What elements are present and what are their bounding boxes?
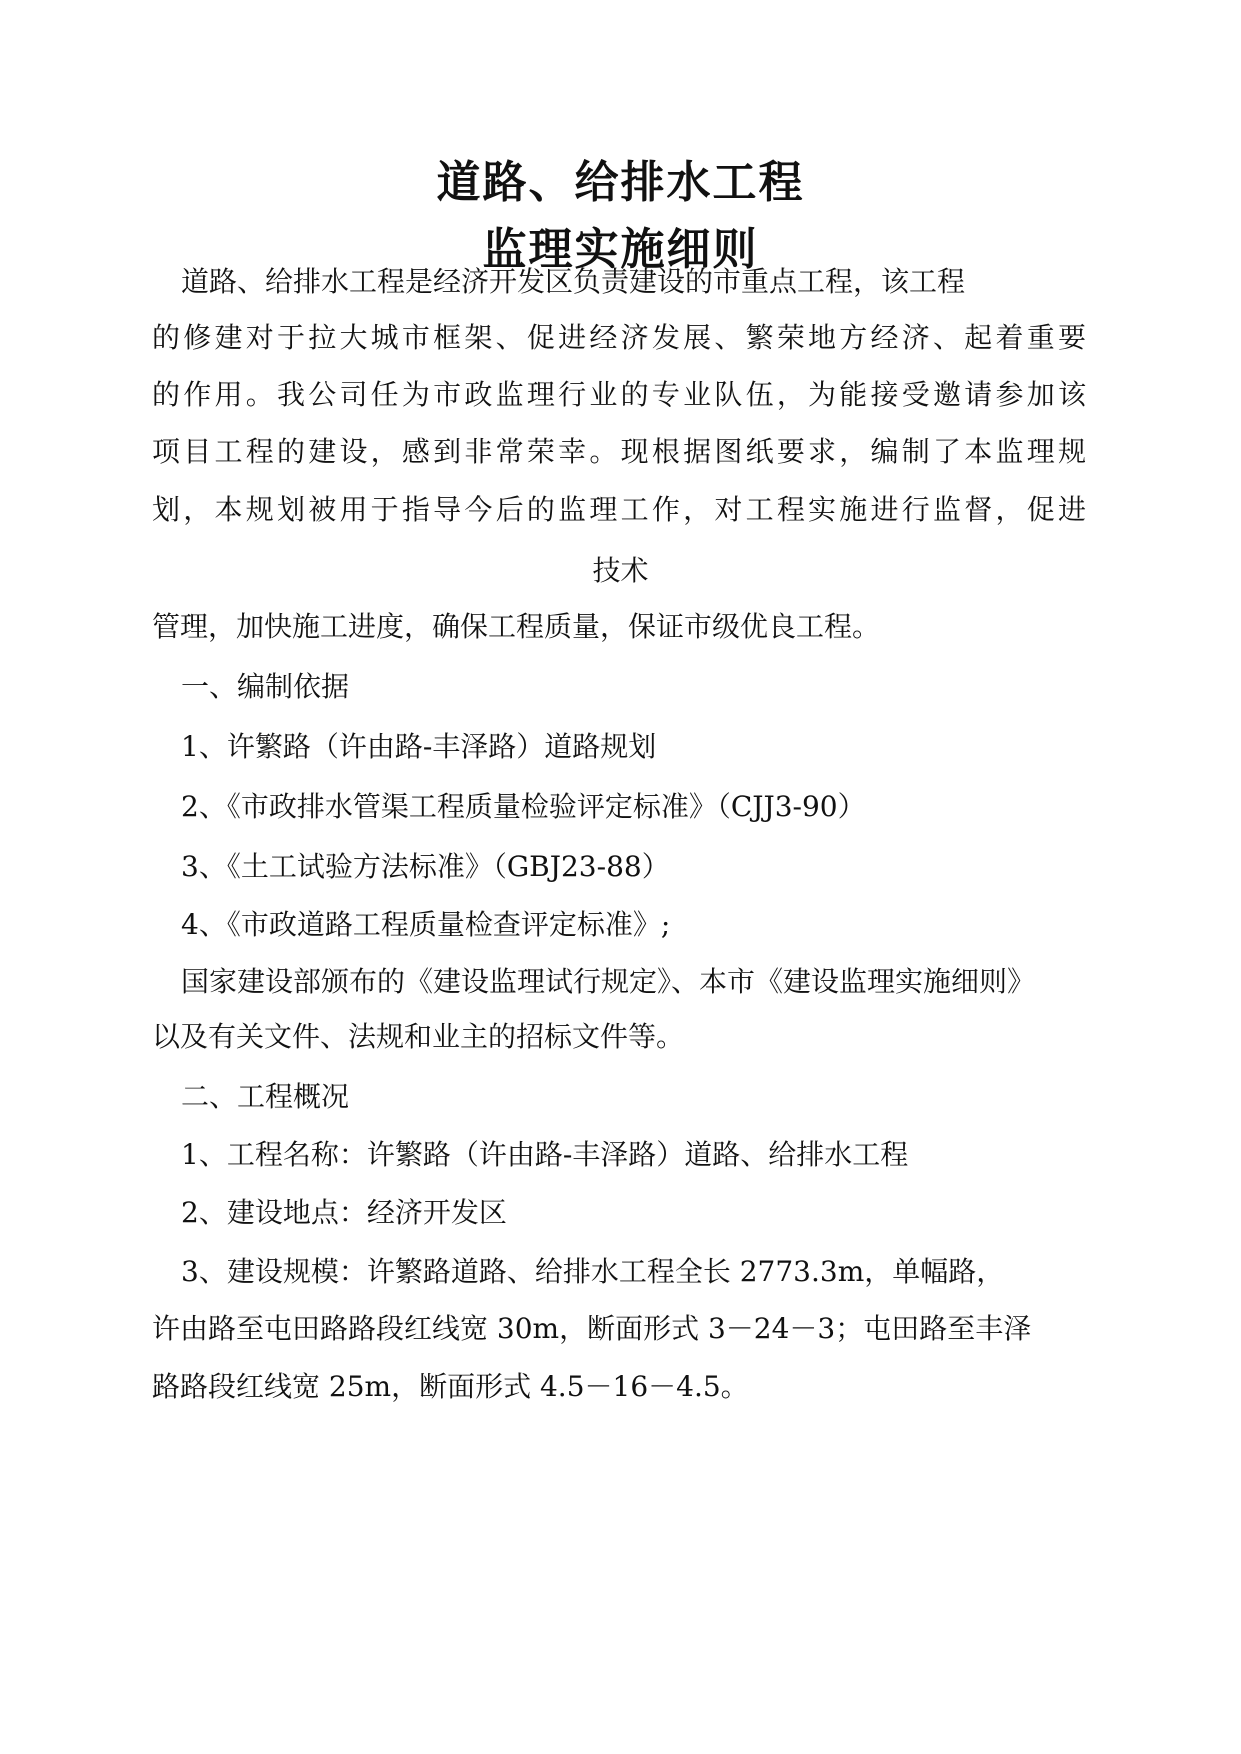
intro-line: 项目工程的建设，感到非常荣幸。现根据图纸要求，编制了本监理规 [152, 435, 1086, 468]
section-heading: 二、工程概况 [181, 1080, 350, 1113]
list-item: 2、建设地点：经济开发区 [181, 1196, 507, 1229]
intro-line: 技术 [592, 554, 649, 587]
section-heading: 一、编制依据 [181, 670, 350, 703]
list-item: 3、建设规模：许繁路道路、给排水工程全长 2773.3m，单幅路， [181, 1255, 1005, 1288]
list-item: 路路段红线宽 25m，断面形式 4.5－16－4.5。 [152, 1370, 749, 1403]
document-subtitle: 监理实施细则 [482, 224, 759, 275]
intro-line: 的作用。我公司任为市政监理行业的专业队伍，为能接受邀请参加该 [152, 378, 1086, 411]
body-line: 以及有关文件、法规和业主的招标文件等。 [152, 1020, 685, 1053]
list-item: 4、《市政道路工程质量检查评定标准》; [181, 908, 671, 941]
intro-line: 的修建对于拉大城市框架、促进经济发展、繁荣地方经济、起着重要 [152, 321, 1086, 354]
intro-line: 管理，加快施工进度，确保工程质量，保证市级优良工程。 [152, 610, 881, 643]
list-item: 1、许繁路（许由路-丰泽路）道路规划 [181, 730, 657, 763]
list-item: 2、《市政排水管渠工程质量检验评定标准》（CJJ3-90） [181, 790, 866, 823]
list-item: 1、工程名称：许繁路（许由路-丰泽路）道路、给排水工程 [181, 1138, 909, 1171]
intro-line: 道路、给排水工程是经济开发区负责建设的市重点工程，该工程 [181, 265, 966, 298]
body-line: 国家建设部颁布的《建设监理试行规定》、本市《建设监理实施细则》 [181, 965, 1036, 998]
list-item: 3、《土工试验方法标准》（GBJ23-88） [181, 850, 670, 883]
document-title: 道路、给排水工程 [436, 157, 805, 208]
intro-line: 划，本规划被用于指导今后的监理工作，对工程实施进行监督，促进 [152, 493, 1086, 526]
list-item: 许由路至屯田路路段红线宽 30m，断面形式 3－24－3；屯田路至丰泽 [152, 1312, 1032, 1345]
